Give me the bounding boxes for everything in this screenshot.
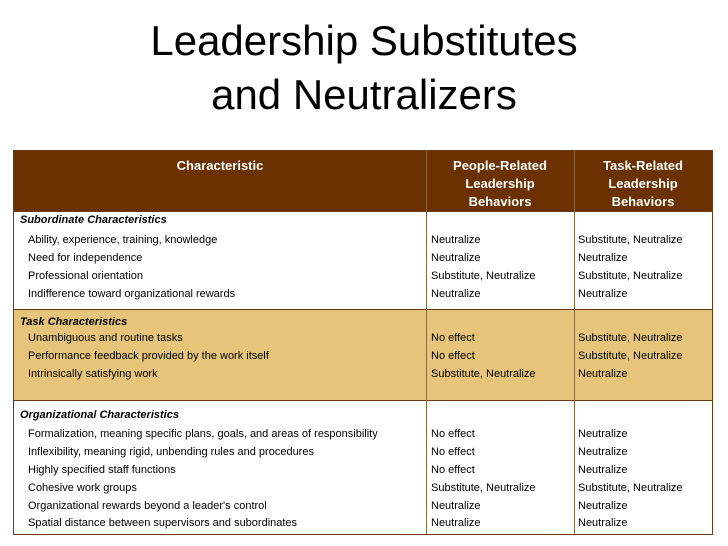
characteristic-cell: Spatial distance between supervisors and subordinates [28,517,298,529]
characteristic-cell: Organizational rewards beyond a leader's control [28,500,267,512]
header-people-line-3: Behaviors [468,194,532,209]
task-related-cell: Substitute, Neutralize [578,482,683,494]
characteristic-cell: Ability, experience, training, knowledge [28,234,218,246]
header-people-related [426,157,574,211]
table-row [14,366,712,384]
header-task-line-2: Leadership [608,176,678,191]
table-row [14,444,712,462]
task-related-cell: Neutralize [578,500,628,512]
people-related-cell: No effect [431,446,475,458]
people-related-cell: No effect [431,350,475,362]
task-related-cell: Neutralize [578,368,628,380]
task-related-cell: Substitute, Neutralize [578,350,683,362]
task-related-cell: Substitute, Neutralize [578,332,683,344]
characteristic-cell: Need for independence [28,252,143,264]
header-task-line-3: Behaviors [611,194,675,209]
table-header [14,151,712,211]
people-related-cell: No effect [431,428,475,440]
task-related-cell: Neutralize [578,446,628,458]
table-row [14,268,712,286]
section-task [14,309,712,401]
header-task-related [574,157,712,211]
table-row [14,498,712,516]
slide-title-line-1: Leadership Substitutes [150,17,578,64]
task-related-cell: Neutralize [578,252,628,264]
table-row [14,348,712,366]
characteristic-cell: Professional orientation [28,270,143,282]
table-row [14,480,712,498]
section-organizational [14,401,712,534]
people-related-cell: Neutralize [431,517,481,529]
table-row [14,330,712,348]
people-related-cell: Neutralize [431,252,481,264]
people-related-cell: Substitute, Neutralize [431,270,536,282]
section-heading: Task Characteristics [20,316,128,328]
people-related-cell: Substitute, Neutralize [431,482,536,494]
people-related-cell: No effect [431,464,475,476]
table-row [14,462,712,480]
task-related-cell: Neutralize [578,464,628,476]
table-row [14,426,712,444]
characteristic-cell: Formalization, meaning specific plans, goals, and areas of responsibility [28,428,378,440]
characteristic-cell: Inflexibility, meaning rigid, unbending rules and procedures [28,446,314,458]
table-row [14,232,712,250]
substitutes-neutralizers-table [13,150,713,535]
characteristic-cell: Highly specified staff functions [28,464,176,476]
table-row [14,515,712,533]
header-people-line-2: Leadership [465,176,535,191]
task-related-cell: Substitute, Neutralize [578,270,683,282]
characteristic-cell: Cohesive work groups [28,482,137,494]
task-related-cell: Neutralize [578,428,628,440]
characteristic-cell: Unambiguous and routine tasks [28,332,183,344]
people-related-cell: No effect [431,332,475,344]
section-heading: Organizational Characteristics [20,409,179,421]
header-characteristic-label: Characteristic [176,158,264,173]
header-characteristic [14,157,426,175]
column-divider [574,151,575,534]
column-divider [426,151,427,534]
task-related-cell: Neutralize [578,517,628,529]
section-subordinate [14,211,712,309]
people-related-cell: Neutralize [431,234,481,246]
table-row [14,250,712,268]
characteristic-cell: Intrinsically satisfying work [28,368,158,380]
slide-title-line-2: and Neutralizers [211,71,517,118]
task-related-cell: Neutralize [578,288,628,300]
table-row [14,286,712,304]
characteristic-cell: Performance feedback provided by the work itself [28,350,269,362]
characteristic-cell: Indifference toward organizational rewards [28,288,236,300]
task-related-cell: Substitute, Neutralize [578,234,683,246]
section-heading: Subordinate Characteristics [20,214,167,226]
people-related-cell: Neutralize [431,288,481,300]
header-task-line-1: Task-Related [603,158,683,173]
people-related-cell: Neutralize [431,500,481,512]
people-related-cell: Substitute, Neutralize [431,368,536,380]
header-people-line-1: People-Related [453,158,547,173]
